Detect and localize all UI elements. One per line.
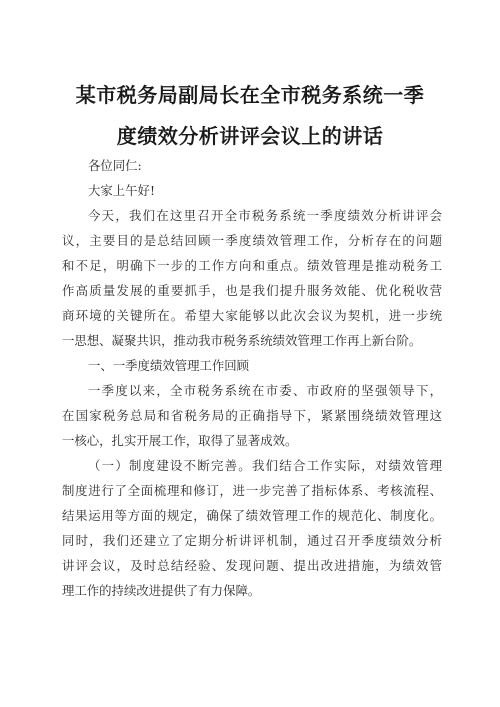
- paragraph-line: 同时，我们还建立了定期分析讲评机制，通过召开季度绩效分析: [62, 533, 442, 548]
- paragraph-line: 大家上午好!: [88, 183, 155, 198]
- paragraph-line: 各位同仁:: [88, 158, 142, 173]
- paragraph-line: 议，主要目的是总结回顾一季度绩效管理工作，分析存在的问题: [62, 233, 442, 248]
- paragraph-line: （一）制度建设不断完善。我们结合工作实际，对绩效管理: [88, 458, 442, 473]
- paragraph-line: 在国家税务总局和省税务局的正确指导下，紧紧围绕绩效管理这: [62, 408, 442, 423]
- paragraph-line: 结果运用等方面的规定，确保了绩效管理工作的规范化、制度化。: [62, 508, 442, 523]
- paragraph-line: 一核心，扎实开展工作，取得了显著成效。: [62, 433, 298, 448]
- paragraph-line: 今天，我们在这里召开全市税务系统一季度绩效分析讲评会: [88, 208, 442, 223]
- paragraph-line: 理工作的持续改进提供了有力保障。: [62, 583, 261, 598]
- paragraph-line: 一、一季度绩效管理工作回顾: [88, 358, 250, 373]
- document-title-line-1: 某市税务局副局长在全市税务系统一季: [75, 83, 425, 107]
- paragraph-line: 和不足，明确下一步的工作方向和重点。绩效管理是推动税务工: [62, 258, 442, 273]
- document-body: [62, 153, 442, 603]
- document-title-line-2: 度绩效分析讲评会议上的讲话: [116, 124, 384, 148]
- paragraph-line: 一季度以来，全市税务系统在市委、市政府的坚强领导下，: [88, 383, 442, 398]
- paragraph-line: 制度进行了全面梳理和修订，进一步完善了指标体系、考核流程、: [62, 483, 442, 498]
- paragraph-line: 一思想、凝聚共识，推动我市税务系统绩效管理工作再上新台阶。: [62, 333, 422, 348]
- paragraph-line: 商环境的关键所在。希望大家能够以此次会议为契机，进一步统: [62, 308, 442, 323]
- paragraph-line: 讲评会议，及时总结经验、发现问题、提出改进措施，为绩效管: [62, 558, 442, 573]
- paragraph-line: 作高质量发展的重要抓手，也是我们提升服务效能、优化税收营: [62, 283, 442, 298]
